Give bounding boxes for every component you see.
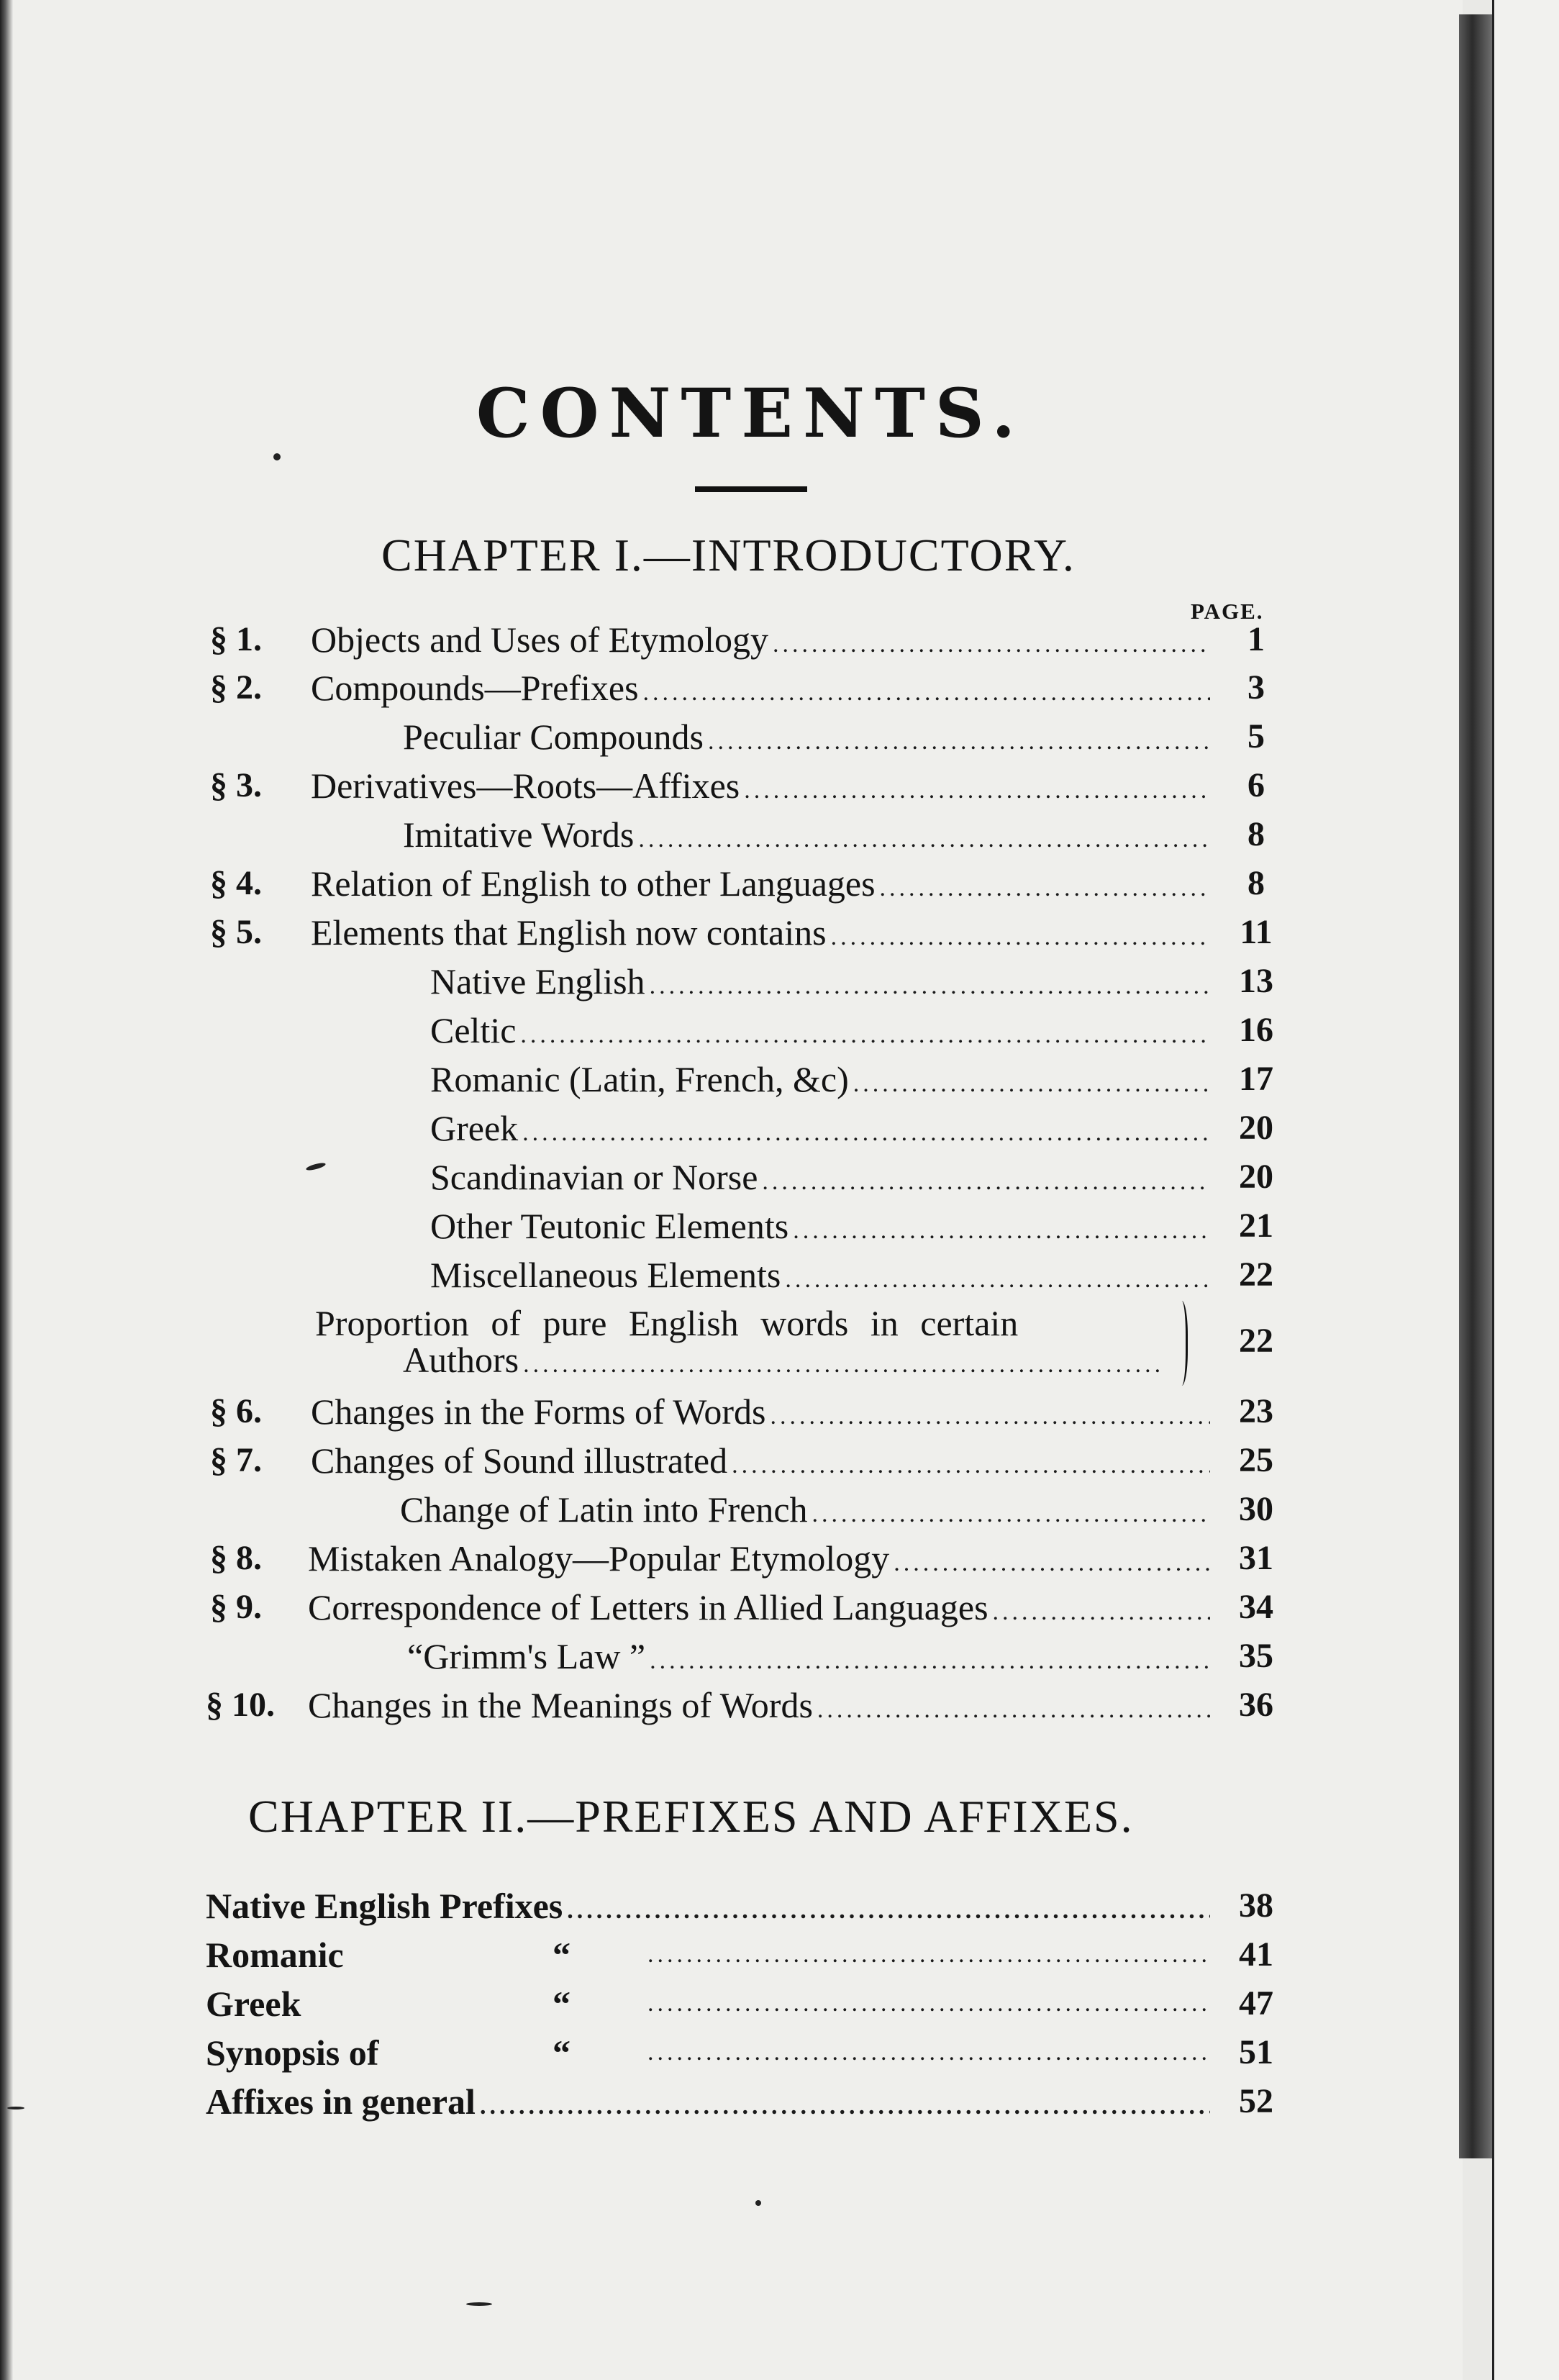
page-number: 22 — [1239, 1322, 1273, 1360]
toc-entry — [0, 1104, 1295, 1152]
toc-entry — [0, 958, 1295, 1005]
entry-title: Greek — [206, 1984, 301, 2024]
entry-leader — [400, 1486, 1210, 1538]
entry-title: Miscellaneous Elements — [430, 1255, 781, 1295]
entry-leader — [311, 1437, 1210, 1489]
toc-entry — [0, 811, 1295, 858]
page-number: 35 — [1239, 1637, 1273, 1675]
brace-mark — [1173, 1301, 1188, 1386]
page-title: CONTENTS. — [476, 374, 1026, 453]
page-number: 11 — [1240, 913, 1273, 951]
ink-speck — [466, 2302, 492, 2306]
entry-title: Changes in the Meanings of Words — [308, 1685, 813, 1725]
page-number: 23 — [1239, 1392, 1273, 1430]
entry-title: Elements that English now contains — [311, 912, 827, 953]
entry-leader — [647, 1980, 1210, 2027]
toc-entry — [0, 1486, 1295, 1533]
page-number: 31 — [1239, 1539, 1273, 1577]
entry-leader — [403, 811, 1210, 863]
entry-title: Other Teutonic Elements — [430, 1206, 789, 1246]
toc-entry — [0, 1882, 1295, 1930]
entry-leader — [430, 1007, 1210, 1059]
page-number: 34 — [1239, 1588, 1273, 1626]
ink-speck — [755, 2200, 761, 2206]
entry-leader — [430, 1251, 1210, 1304]
entry-leader — [308, 1535, 1210, 1587]
toc-entry — [0, 1931, 1295, 1979]
entry-title: Synopsis of — [206, 2032, 379, 2073]
entry-title: Romanic (Latin, French, &c) — [430, 1059, 849, 1099]
page-number: 30 — [1239, 1490, 1273, 1528]
section-number: § 4. — [210, 864, 262, 902]
entry-title: Greek — [430, 1108, 519, 1148]
entry-title: Native English — [430, 961, 645, 1001]
entry-leader — [403, 1336, 1165, 1389]
page-number: 8 — [1247, 864, 1265, 902]
page-number: 52 — [1239, 2082, 1273, 2120]
page-number: 8 — [1247, 815, 1265, 853]
page-number: 1 — [1247, 620, 1265, 658]
section-number: § 10. — [206, 1686, 275, 1724]
entry-title: Proportion of pure English words in certain — [315, 1303, 1019, 1343]
entry-title: Change of Latin into French — [400, 1489, 808, 1530]
entry-leader — [403, 713, 1210, 766]
entry-leader — [206, 2078, 1210, 2130]
entry-leader — [647, 1931, 1210, 1979]
ditto-mark: “ — [553, 1984, 571, 2024]
entry-title: Correspondence of Letters in Allied Languages — [308, 1587, 988, 1627]
page-number: 5 — [1247, 717, 1265, 755]
page-number: 17 — [1239, 1060, 1273, 1098]
entry-leader — [407, 1632, 1210, 1685]
title-rule — [695, 486, 807, 492]
entry-title: Celtic — [430, 1010, 517, 1050]
section-number: § 1. — [210, 620, 262, 658]
ditto-mark: “ — [553, 2032, 571, 2073]
entry-title: Romanic — [206, 1935, 344, 1975]
page-number: 41 — [1239, 1935, 1273, 1974]
toc-entry — [0, 1584, 1295, 1631]
entry-leader — [430, 1055, 1210, 1108]
toc-entry — [0, 909, 1295, 956]
entry-leader — [311, 616, 1210, 668]
page-number: 13 — [1239, 962, 1273, 1000]
toc-entry — [0, 860, 1295, 907]
entry-title: Relation of English to other Languages — [311, 863, 876, 904]
entry-leader — [308, 1584, 1210, 1636]
entry-title: Changes in the Forms of Words — [311, 1391, 766, 1432]
page-number: 51 — [1239, 2033, 1273, 2071]
page-column-label: PAGE. — [1191, 599, 1264, 624]
entry-title: Native English Prefixes — [206, 1886, 563, 1926]
ink-speck — [273, 453, 281, 460]
entry-title: “Grimm's Law ” — [407, 1636, 646, 1676]
page-number: 20 — [1239, 1158, 1273, 1196]
toc-entry — [0, 1388, 1295, 1435]
entry-leader — [430, 1104, 1210, 1157]
toc-entry — [0, 1251, 1295, 1299]
chapter-2-heading: CHAPTER II.—PREFIXES AND AFFIXES. — [248, 1791, 1134, 1842]
toc-entry — [0, 664, 1295, 712]
page-number: 36 — [1239, 1686, 1273, 1724]
entry-leader — [311, 762, 1210, 814]
entry-leader — [430, 1153, 1210, 1206]
toc-entry — [0, 616, 1295, 663]
entry-title: Changes of Sound illustrated — [311, 1440, 728, 1481]
chapter-1-heading: CHAPTER I.—INTRODUCTORY. — [381, 530, 1076, 581]
toc-entry — [0, 2078, 1295, 2125]
toc-entry — [0, 1681, 1295, 1729]
page-number: 16 — [1239, 1011, 1273, 1049]
entry-leader — [308, 1681, 1210, 1734]
book-spine-shadow — [1459, 14, 1492, 2158]
entry-leader — [311, 909, 1210, 961]
entry-leader — [430, 1202, 1210, 1255]
page-number: 22 — [1239, 1255, 1273, 1294]
section-number: § 6. — [210, 1392, 262, 1430]
page-number: 21 — [1239, 1207, 1273, 1245]
section-number: § 8. — [210, 1539, 262, 1577]
section-number: § 9. — [210, 1588, 262, 1626]
ditto-mark: “ — [553, 1935, 571, 1975]
entry-leader — [311, 1388, 1210, 1440]
toc-entry — [0, 1202, 1295, 1250]
entry-title: Compounds—Prefixes — [311, 668, 639, 708]
toc-entry — [0, 1632, 1295, 1680]
page-number: 6 — [1247, 766, 1265, 804]
page-number: 25 — [1239, 1441, 1273, 1479]
page-number: 3 — [1247, 668, 1265, 707]
page-number: 38 — [1239, 1886, 1273, 1925]
entry-leader — [311, 860, 1210, 912]
entry-title: Scandinavian or Norse — [430, 1157, 758, 1197]
next-page-edge — [1492, 0, 1559, 2380]
toc-entry — [0, 1980, 1295, 2027]
toc-entry — [0, 762, 1295, 809]
section-number: § 2. — [210, 668, 262, 707]
toc-entry — [0, 2029, 1295, 2076]
entry-leader — [647, 2029, 1210, 2076]
section-number: § 5. — [210, 913, 262, 951]
toc-entry — [0, 1535, 1295, 1582]
toc-entry — [0, 1437, 1295, 1484]
toc-entry — [0, 1007, 1295, 1054]
entry-leader — [311, 664, 1210, 717]
entry-title: Mistaken Analogy—Popular Etymology — [308, 1538, 890, 1579]
entry-title: Authors — [403, 1340, 519, 1380]
section-number: § 3. — [210, 766, 262, 804]
entry-leader — [206, 1882, 1210, 1935]
section-number: § 7. — [210, 1441, 262, 1479]
entry-title: Derivatives—Roots—Affixes — [311, 766, 740, 806]
entry-title: Peculiar Compounds — [403, 717, 704, 757]
entry-leader — [430, 958, 1210, 1010]
toc-entry — [0, 1153, 1295, 1201]
toc-entry — [0, 1055, 1295, 1103]
entry-title: Affixes in general — [206, 2081, 476, 2122]
toc-entry — [0, 713, 1295, 760]
entry-title: Objects and Uses of Etymology — [311, 619, 769, 660]
ink-speck — [7, 2107, 24, 2109]
page-number: 47 — [1239, 1984, 1273, 2022]
page-number: 20 — [1239, 1109, 1273, 1147]
entry-title: Imitative Words — [403, 814, 635, 855]
